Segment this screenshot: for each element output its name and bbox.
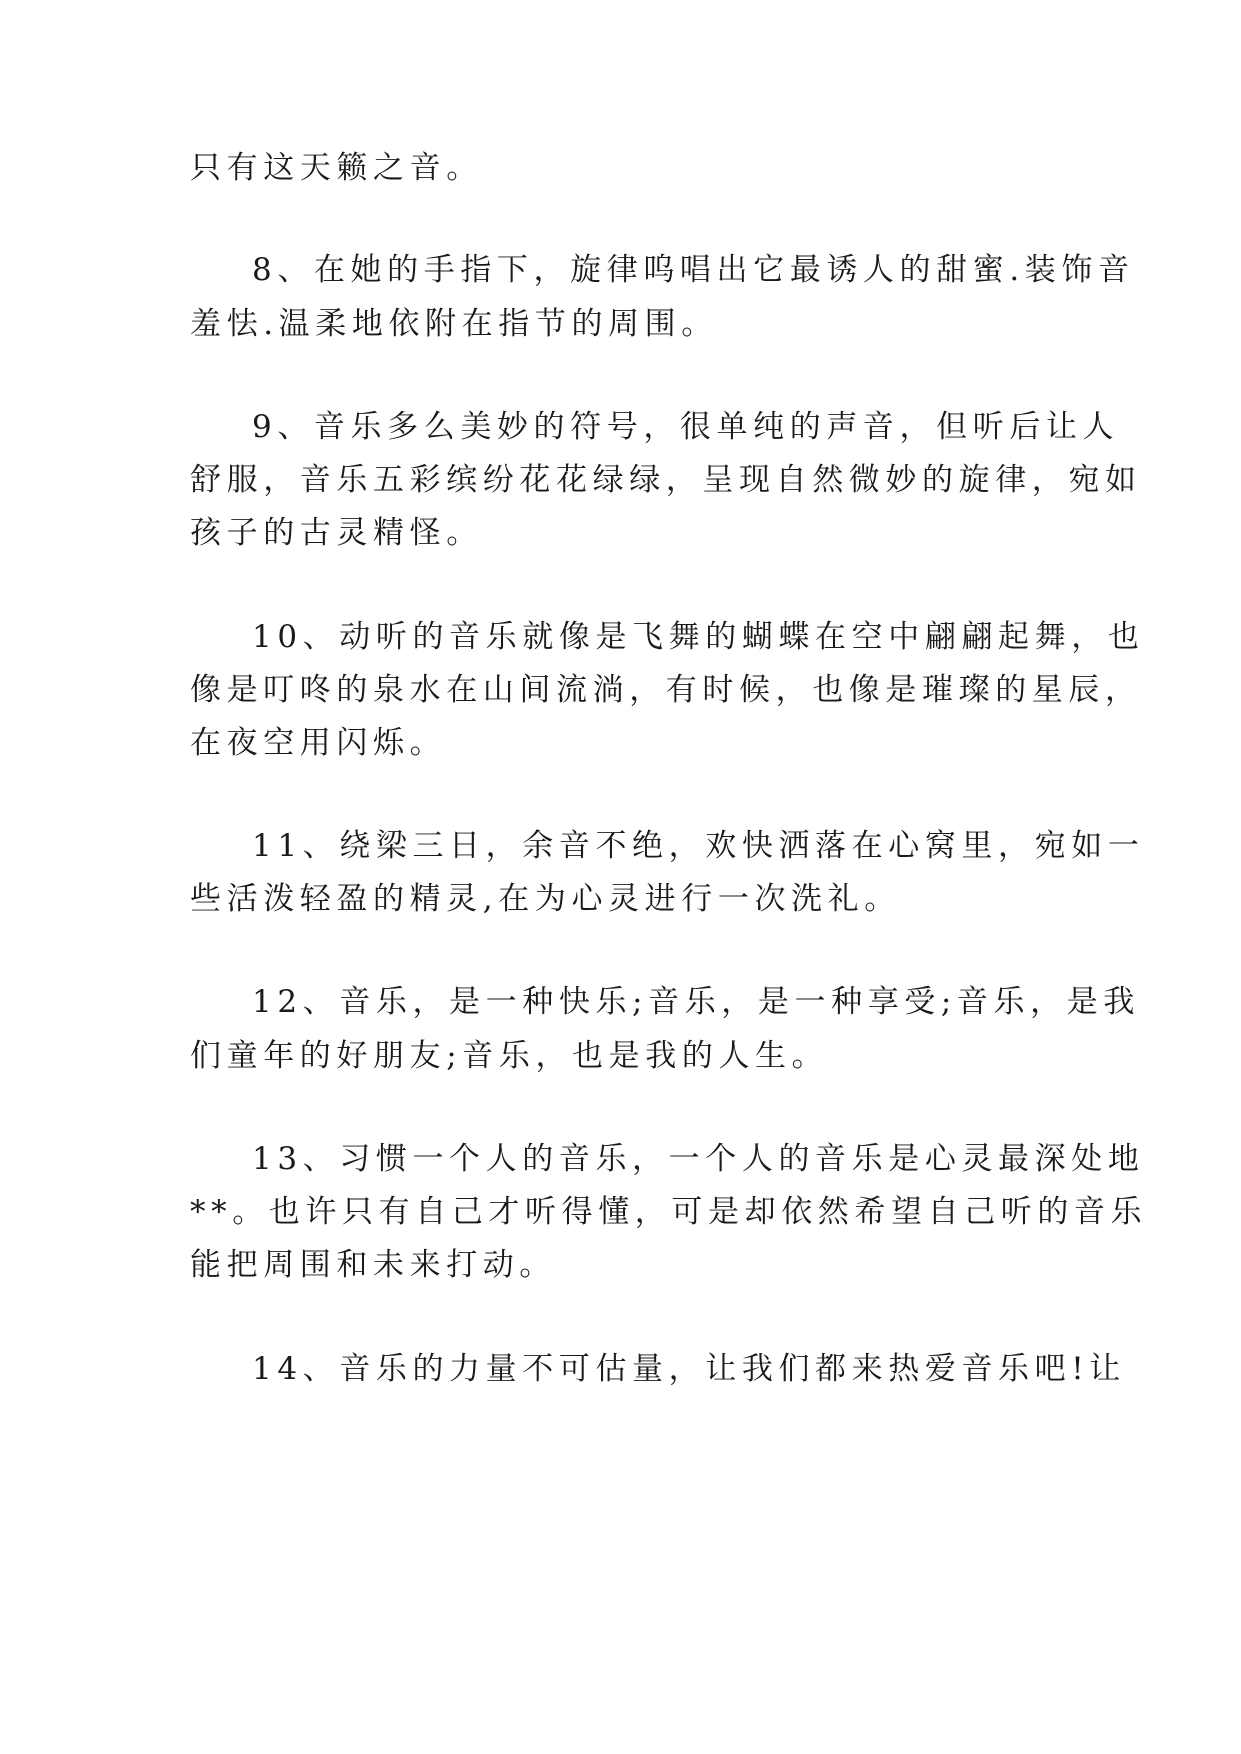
text-line: 些活泼轻盈的精灵,在为心灵进行一次洗礼。: [190, 881, 901, 917]
text-line: 孩子的古灵精怪。: [190, 515, 483, 551]
text-line: 14、音乐的力量不可估量，让我们都来热爱音乐吧!让: [252, 1351, 1126, 1387]
text-line: 们童年的好朋友;音乐，也是我的人生。: [190, 1038, 829, 1074]
text-line: 10、动听的音乐就像是飞舞的蝴蝶在空中翩翩起舞，也: [252, 619, 1145, 655]
text-line: 能把周围和未来打动。: [190, 1247, 556, 1283]
text-line: 羞怯.温柔地依附在指节的周围。: [190, 306, 718, 342]
text-line: 11、绕梁三日，余音不绝，欢快洒落在心窝里，宛如一: [252, 828, 1145, 864]
text-line: 13、习惯一个人的音乐，一个人的音乐是心灵最深处地: [252, 1141, 1145, 1177]
text-line: 8、在她的手指下，旋律呜唱出它最诱人的甜蜜.装饰音: [252, 252, 1135, 288]
text-line: 只有这天籁之音。: [190, 150, 483, 186]
text-line: 在夜空用闪烁。: [190, 725, 447, 761]
text-line: 舒服，音乐五彩缤纷花花绿绿，呈现自然微妙的旋律，宛如: [190, 462, 1142, 498]
text-line: 像是叮咚的泉水在山间流淌，有时候，也像是璀璨的星辰，: [190, 672, 1142, 708]
text-line: 9、音乐多么美妙的符号，很单纯的声音，但听后让人: [252, 409, 1120, 445]
text-line: 12、音乐，是一种快乐;音乐，是一种享受;音乐，是我: [252, 984, 1140, 1020]
text-line: **。也许只有自己才听得懂，可是却依然希望自己听的音乐: [190, 1194, 1148, 1230]
